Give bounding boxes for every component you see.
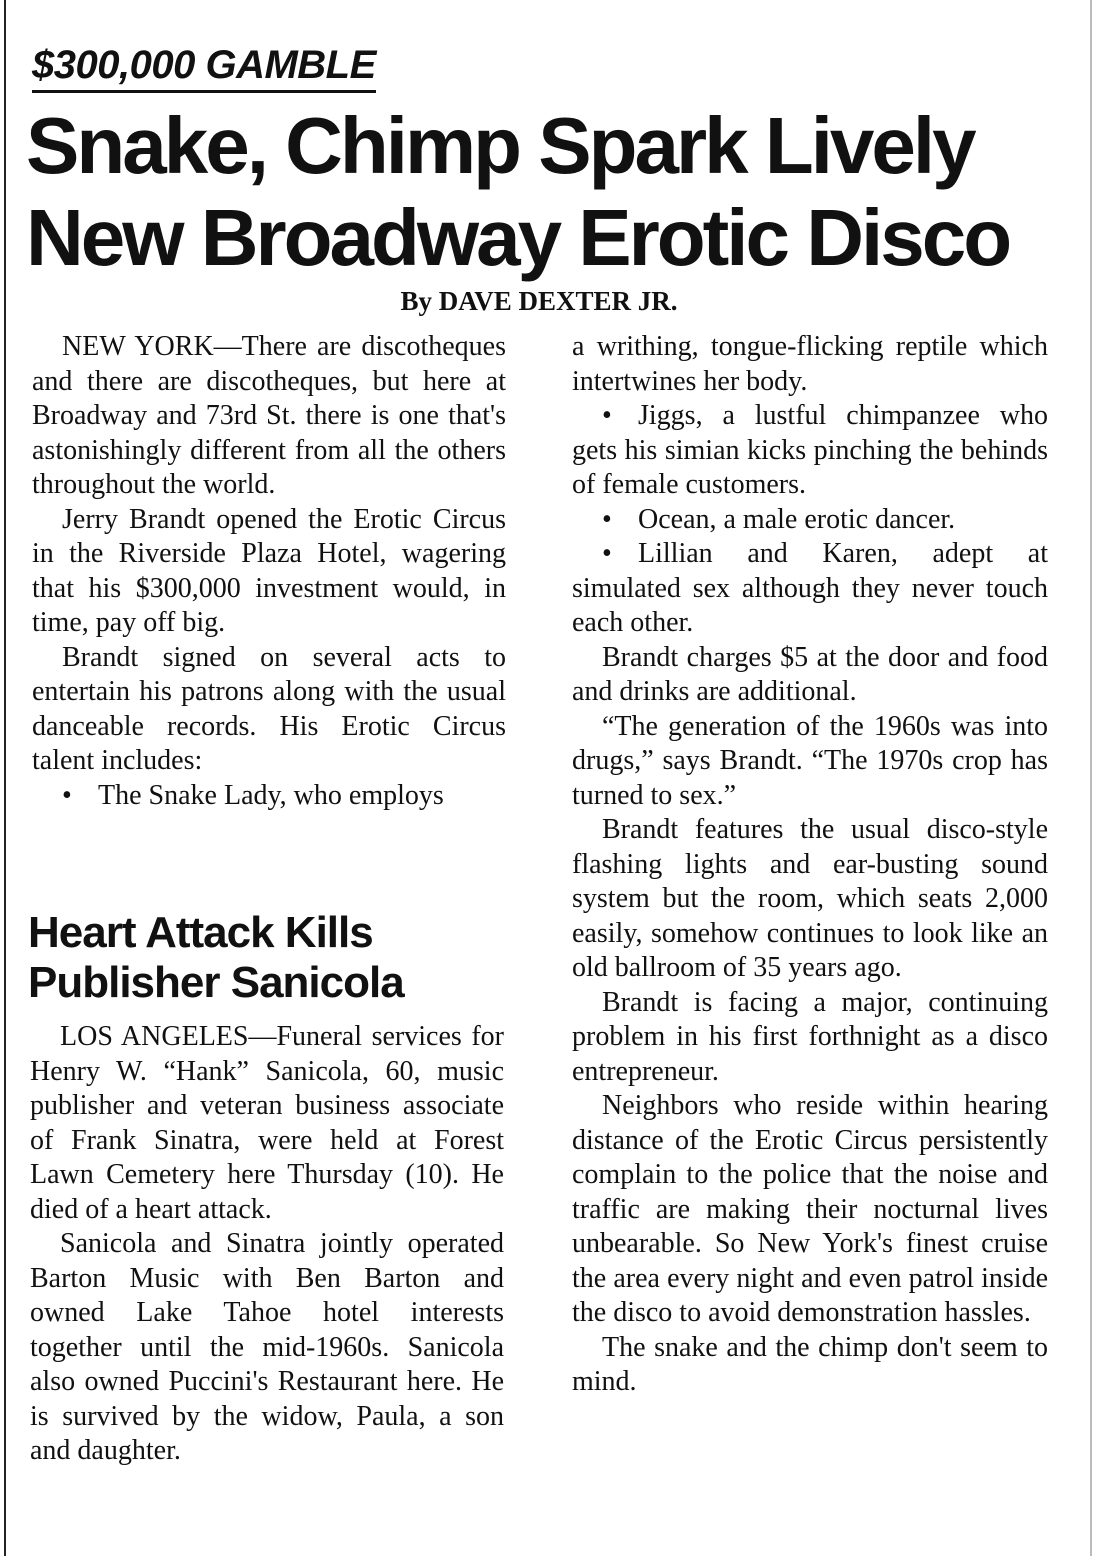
article-paragraph: LOS ANGELES—Funeral services for Henry W. “Hank” Sanicola, 60, music publisher and veteran business associate of Frank Sinatra, were held at Forest Lawn Cemetery here Thursday (10). He died of a heart attack. xyxy=(30,1021,504,1225)
bullet-icon: • xyxy=(602,400,612,431)
article-paragraph: Sanicola and Sinatra jointly operated Barton Music with Ben Barton and owned Lake Tahoe hotel interests together until the mid-1960s. Sanicola also owned Puccini's Restaurant here. He is survived by the widow, Paula, a son and daughter. xyxy=(30,1228,504,1466)
bullet-text: The Snake Lady, who employs xyxy=(98,779,444,811)
bullet-icon: • xyxy=(602,538,612,569)
right-page-edge xyxy=(1090,0,1092,1556)
article-paragraph: The snake and the chimp don't seem to mind. xyxy=(572,1331,1048,1397)
left-column-rule xyxy=(4,0,6,1556)
article-paragraph-continued: a writhing, tongue-flicking reptile which intertwines her body. xyxy=(572,331,1048,397)
second-headline-line-1: Heart Attack Kills xyxy=(28,908,373,957)
next-headline-cutoff xyxy=(28,1536,1068,1556)
bullet-text: Ocean, a male erotic dancer. xyxy=(638,503,956,535)
bullet-item xyxy=(572,503,1048,538)
article-paragraph: NEW YORK—There are discotheques and there are discotheques, but here at Broadway and 73rd St. there is one that's astonishingly different from all the others throughout the world. xyxy=(32,331,506,500)
article-paragraph: Brandt charges $5 at the door and food and drinks are additional. xyxy=(572,641,1048,707)
second-headline xyxy=(28,908,508,1008)
article-column-left xyxy=(32,330,506,813)
article-paragraph: Brandt features the usual disco-style flashing lights and ear-busting sound system but the room, which seats 2,000 easily, somehow continues to look like an old ballroom of 35 years ago. xyxy=(572,814,1048,983)
second-headline-line-2: Publisher Sanicola xyxy=(28,958,404,1007)
article-paragraph: Brandt signed on several acts to entertain his patrons along with the usual danceable records. His Erotic Circus talent includes: xyxy=(32,641,506,776)
bullet-item xyxy=(572,399,1048,503)
headline-line-1: Snake, Chimp Spark Lively xyxy=(26,101,974,190)
second-article-body xyxy=(30,1020,504,1469)
article-paragraph: “The generation of the 1960s was into drugs,” says Brandt. “The 1970s crop has turned to sex.” xyxy=(572,710,1048,811)
bullet-text: Jiggs, a lustful chimpanzee who gets his simian kicks pinching the behinds of female customers. xyxy=(572,400,1048,500)
bullet-icon: • xyxy=(602,503,612,535)
bullet-icon: • xyxy=(62,779,72,811)
bullet-text: Lillian and Karen, adept at simulated sex although they never touch each other. xyxy=(572,538,1048,638)
article-column-right xyxy=(572,330,1048,1400)
headline-line-2: New Broadway Erotic Disco xyxy=(26,193,1010,282)
article-paragraph: Brandt is facing a major, continuing problem in his first forthnight as a disco entrepreneur. xyxy=(572,986,1048,1087)
kicker-label: $300,000 GAMBLE xyxy=(32,40,376,93)
article-paragraph: Neighbors who reside within hearing distance of the Erotic Circus persistently complain to the police that the noise and traffic are making their nocturnal lives unbearable. So New York's finest cruise the area every night and even patrol inside the disco to avoid demonstration hassles. xyxy=(572,1090,1048,1328)
bullet-item xyxy=(572,537,1048,641)
article-paragraph: Jerry Brandt opened the Erotic Circus in the Riverside Plaza Hotel, wagering that his $300,000 investment would, in time, pay off big. xyxy=(32,503,506,638)
byline: By DAVE DEXTER JR. xyxy=(400,286,678,316)
main-headline xyxy=(26,100,1066,284)
bullet-item xyxy=(32,779,506,814)
